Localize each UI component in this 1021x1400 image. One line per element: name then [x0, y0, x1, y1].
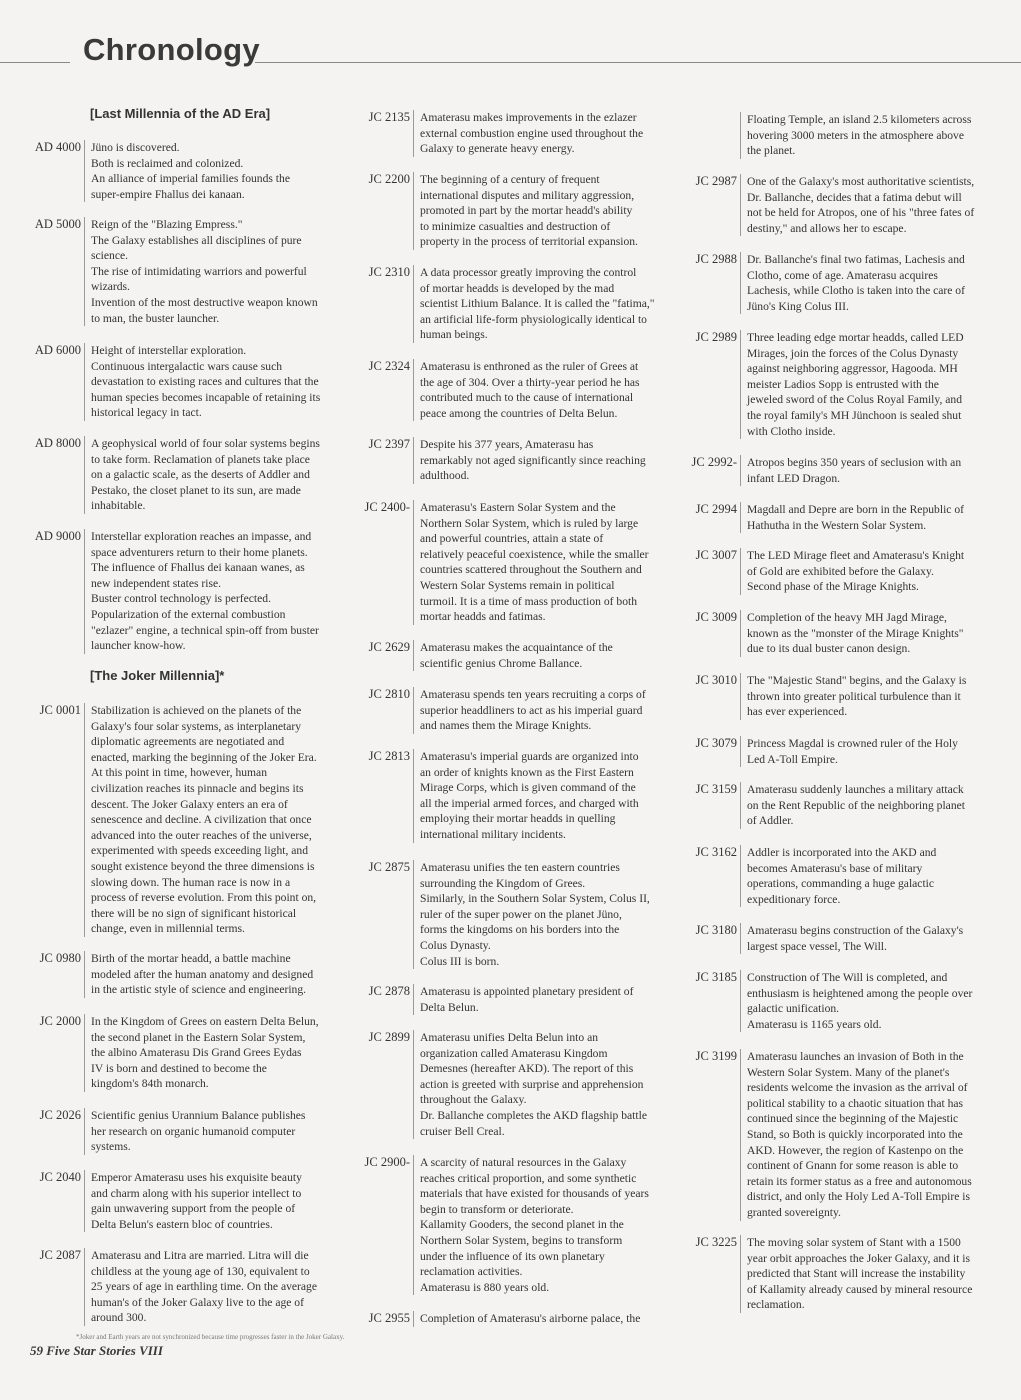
entry-line: Construction of The Will is completed, and — [747, 971, 948, 984]
entry-line: to take form. Reclamation of planets take place — [91, 452, 310, 466]
entry-line: meister Ladios Sopp is entrusted with the — [747, 377, 939, 391]
entry-line: kingdom's 84th monarch. — [91, 1077, 209, 1091]
entry-line: international disputes and military aggression, — [420, 188, 635, 202]
entry-line: AKD. However, the region of Kastenpo on the — [747, 1143, 964, 1157]
entry-description — [740, 1049, 1009, 1221]
entry-line: of Kallamity already caused by mineral resource — [747, 1282, 973, 1296]
entry-line: The rise of intimidating warriors and powerful — [91, 264, 307, 278]
entry-line: an order of knights known as the First Eastern — [420, 765, 634, 779]
entry-line: superior headdliners to act as his imperial guard — [420, 703, 643, 717]
entry-line: all the imperial armed forces, and charged with — [420, 796, 639, 810]
entry-line: action is greeted with surprise and apprehension — [420, 1077, 644, 1091]
entry-date: JC 2992- — [691, 455, 737, 469]
entry-date: JC 2813 — [368, 749, 410, 763]
entry-line: Amaterasu makes the acquaintance of the — [420, 641, 613, 654]
entry-line: remarkably not aged significantly since reaching — [420, 453, 646, 467]
entry-line: Invention of the most destructive weapon known — [91, 295, 318, 309]
entry-line: enacted, marking the beginning of the Joker Era. — [91, 750, 317, 764]
entry-date: JC 3185 — [695, 970, 737, 984]
entry-line: Western Solar System. Many of the planet's — [747, 1065, 950, 1079]
entry-date: JC 2397 — [368, 437, 410, 451]
entry-description — [740, 970, 1009, 1032]
entry-date: JC 2899 — [368, 1030, 410, 1044]
entry-line: there will be no sign of significant historical — [91, 906, 297, 920]
entry-line: and names them the Mirage Knights. — [420, 719, 592, 733]
entry-line: to minimize casualties and destruction of — [420, 219, 611, 233]
entry-line: turmoil. It is a time of mass production of both — [420, 594, 638, 608]
entry-line: Amaterasu launches an invasion of Both in the — [747, 1050, 964, 1063]
entry-description — [413, 984, 682, 1015]
entry-line: granted sovereignty. — [747, 1205, 841, 1219]
entry-line: of Gold are exhibited before the Galaxy. — [747, 564, 934, 578]
entry-line: Amaterasu is 1165 years old. — [747, 1017, 882, 1031]
entry-description — [413, 1155, 682, 1295]
entry-line: Second phase of the Mirage Knights. — [747, 580, 919, 594]
entry-line: change, even in millennial terms. — [91, 922, 245, 936]
entry-line: predicted that Stant will increase the instability — [747, 1267, 966, 1281]
entry-line: 25 years of age in earthling time. On the average — [91, 1280, 317, 1294]
entry-line: Amaterasu unifies the ten eastern countries — [420, 861, 620, 874]
entry-line: space adventurers return to their home planets. — [91, 545, 308, 559]
entry-line: forms the kingdoms on his borders into the — [420, 923, 620, 937]
entry-line: diplomatic agreements are negotiated and — [91, 735, 285, 749]
entry-line: her research on organic humanoid computer — [91, 1124, 296, 1138]
entry-line: Northern Solar System, which is ruled by large — [420, 516, 639, 530]
entry-line: Amaterasu is appointed planetary president of — [420, 985, 634, 998]
entry-line: hovering 3000 meters in the atmosphere above — [747, 128, 964, 142]
section-heading-ad-era: [Last Millennia of the AD Era] — [90, 106, 271, 121]
entry-line: Kallamity Gooders, the second planet in the — [420, 1218, 624, 1232]
entry-description — [413, 640, 682, 671]
entry-date: JC 3199 — [695, 1049, 737, 1063]
entry-date: AD 9000 — [34, 529, 81, 543]
entry-line: scientist Lithium Balance. It is called the "fatima," — [420, 297, 655, 311]
entry-line: mortar headds and fatimas. — [420, 610, 546, 624]
entry-date: JC 2878 — [368, 984, 410, 998]
entry-description — [740, 782, 1009, 829]
entry-line: Amaterasu is enthroned as the ruler of Grees at — [420, 360, 639, 373]
entry-line: advanced into the outer reaches of the universe, — [91, 828, 312, 842]
entry-line: Delta Belun's eastern bloc of countries. — [91, 1217, 273, 1231]
entry-line: Popularization of the external combustion — [91, 607, 286, 621]
entry-line: retain its former status as a free and autonomous — [747, 1174, 972, 1188]
entry-date: JC 3010 — [695, 673, 737, 687]
entry-line: and charm along with his superior intellect to — [91, 1186, 302, 1200]
entry-line: sought existence beyond the three dimensions is — [91, 859, 315, 873]
entry-description — [740, 845, 1009, 907]
entry-line: Similarly, in the Southern Solar System, Colus II, — [420, 892, 650, 906]
entry-description — [413, 687, 682, 734]
entry-line: Amaterasu is 880 years old. — [420, 1280, 550, 1294]
entry-date: JC 3007 — [695, 548, 737, 562]
entry-line: Led A-Toll Empire. — [747, 752, 838, 766]
entry-line: "ezlazer" engine, a technical spin-off from buster — [91, 623, 319, 637]
entry-date: JC 2200 — [368, 172, 410, 186]
entry-line: Dr. Ballanche, decides that a fatima debut will — [747, 190, 962, 204]
entry-line: largest space vessel, The Will. — [747, 939, 887, 953]
entry-date: JC 2989 — [695, 330, 737, 344]
entry-line: relatively peaceful coexistence, while the smaller — [420, 547, 649, 561]
entry-line: around 300. — [91, 1311, 147, 1325]
entry-description — [84, 1108, 359, 1155]
entry-line: A scarcity of natural resources in the Galaxy — [420, 1156, 627, 1169]
entry-line: historical legacy in tact. — [91, 406, 202, 420]
entry-description — [413, 110, 682, 157]
entry-line: Amaterasu makes improvements in the ezlazer — [420, 111, 637, 124]
entry-line: wizards. — [91, 280, 130, 294]
entry-line: Scientific genius Urannium Balance publishes — [91, 1109, 306, 1122]
entry-line: scientific genius Chrome Ballance. — [420, 656, 583, 670]
entry-line: The Galaxy establishes all disciplines of pure — [91, 233, 302, 247]
entry-line: process of reverse evolution. From this point on, — [91, 891, 317, 905]
entry-line: descent. The Joker Galaxy enters an era of — [91, 797, 288, 811]
entry-line: The influence of Fhallus dei kanaan wanes, as — [91, 561, 305, 575]
entry-line: Amaterasu's Eastern Solar System and the — [420, 501, 616, 514]
entry-line: Addler is incorporated into the AKD and — [747, 846, 937, 859]
entry-description — [84, 343, 359, 421]
entry-description — [413, 359, 682, 421]
entry-line: new independent states rise. — [91, 576, 222, 590]
entry-description — [740, 548, 1009, 595]
entry-line: promoted in part by the mortar headd's ability — [420, 204, 633, 218]
entry-line: Western Solar Systems remain in political — [420, 578, 615, 592]
entry-date: JC 3009 — [695, 610, 737, 624]
entry-line: super-empire Fhallus dei kanaan. — [91, 187, 245, 201]
entry-line: Despite his 377 years, Amaterasu has — [420, 438, 594, 451]
entry-line: expeditionary force. — [747, 892, 841, 906]
entry-line: organization called Amaterasu Kingdom — [420, 1046, 608, 1060]
entry-line: Galaxy's four solar systems, as interplanetary — [91, 719, 302, 733]
entry-line: Mirages, join the forces of the Colus Dynasty — [747, 346, 959, 360]
section-heading-joker-millennia: [The Joker Millennia]* — [90, 668, 225, 683]
entry-line: Amaterasu and Litra are married. Litra will die — [91, 1249, 309, 1262]
entry-date: JC 2135 — [368, 110, 410, 124]
entry-date: JC 2400- — [364, 500, 410, 514]
entry-line: Emperor Amaterasu uses his exquisite beauty — [91, 1171, 302, 1184]
entry-line: Completion of the heavy MH Jagd Mirage, — [747, 611, 947, 624]
entry-line: Buster control technology is perfected. — [91, 592, 271, 606]
entry-line: employing their mortar headds in quelling — [420, 812, 616, 826]
entry-date: AD 5000 — [34, 217, 81, 231]
entry-line: peace among the countries of Delta Belun. — [420, 406, 618, 420]
entry-line: The "Majestic Stand" begins, and the Galaxy is — [747, 674, 967, 687]
entry-line: the albino Amaterasu Dis Grand Grees Eydas — [91, 1046, 302, 1060]
entry-description — [413, 1311, 682, 1327]
entry-description — [740, 174, 1009, 236]
entry-date: JC 3162 — [695, 845, 737, 859]
entry-line: A geophysical world of four solar systems begins — [91, 437, 320, 450]
entry-line: Continuous intergalactic wars cause such — [91, 359, 283, 373]
entry-date: JC 2955 — [368, 1311, 410, 1325]
entry-line: known as the "monster of the Mirage Knights" — [747, 626, 964, 640]
entry-line: begin to transform or deteriorate. — [420, 1202, 574, 1216]
entry-line: on a galactic scale, as the deserts of Addler and — [91, 468, 310, 482]
entry-line: the age of 304. Over a thirty-year period he has — [420, 375, 640, 389]
entry-line: Galaxy to generate heavy energy. — [420, 142, 575, 156]
entry-line: of mortar headds is developed by the mad — [420, 281, 615, 295]
entry-line: experimented with speeds exceeding light, and — [91, 844, 308, 858]
entry-line: to man, the buster launcher. — [91, 311, 220, 325]
entry-line: science. — [91, 249, 129, 263]
entry-line: against neighboring aggressor, Hagooda. MH — [747, 362, 958, 376]
entry-line: Floating Temple, an island 2.5 kilometers across — [747, 113, 972, 126]
entry-line: Both is reclaimed and colonized. — [91, 156, 244, 170]
entry-line: the planet. — [747, 144, 796, 158]
entry-line: Stabilization is achieved on the planets of the — [91, 704, 302, 717]
entry-line: Completion of Amaterasu's airborne palace, the — [420, 1312, 641, 1325]
entry-line: political stability to a chaotic situation that has — [747, 1096, 964, 1110]
entry-date: JC 0980 — [39, 951, 81, 965]
entry-line: contributed much to the cause of international — [420, 391, 634, 405]
footnote: *Joker and Earth years are not synchronized because time progresses faster in the Joker Galaxy. — [76, 1333, 345, 1341]
entry-line: systems. — [91, 1140, 131, 1154]
entry-line: Colus III is born. — [420, 954, 500, 968]
entry-date: JC 2900- — [364, 1155, 410, 1169]
entry-date: JC 3180 — [695, 923, 737, 937]
entry-description — [413, 1030, 682, 1139]
entry-line: reclamation activities. — [420, 1265, 523, 1279]
entry-date: JC 2324 — [368, 359, 410, 373]
entry-line: on the Rent Republic of the neighboring planet — [747, 798, 965, 812]
entry-line: and powerful countries, attain a state of — [420, 532, 604, 546]
entry-date: JC 2810 — [368, 687, 410, 701]
entry-date: JC 2987 — [695, 174, 737, 188]
entry-line: in the artistic style of science and engineering. — [91, 983, 307, 997]
entry-line: Amaterasu suddenly launches a military attack — [747, 783, 964, 796]
entry-date: JC 2087 — [39, 1248, 81, 1262]
entry-line: an artificial life-form physiologically identical to — [420, 312, 647, 326]
entry-line: thrown into greater political turbulence than it — [747, 689, 961, 703]
entry-line: human beings. — [420, 328, 488, 342]
entry-line: In the Kingdom of Grees on eastern Delta Belun, — [91, 1015, 319, 1028]
entry-description — [84, 1170, 359, 1232]
entry-line: continent of Gnann for some reason is able to — [747, 1159, 959, 1173]
entry-date: JC 2310 — [368, 265, 410, 279]
entry-line: The moving solar system of Stant with a 1500 — [747, 1236, 961, 1249]
entry-line: A data processor greatly improving the control — [420, 266, 637, 279]
entry-line: launcher know-how. — [91, 639, 186, 653]
title-rule-right — [255, 62, 1021, 63]
entry-line: Amaterasu spends ten years recruiting a corps of — [420, 688, 646, 701]
entry-line: Demesnes (hereafter AKD). The report of this — [420, 1062, 634, 1076]
entry-date: AD 4000 — [34, 140, 81, 154]
entry-line: under the influence of its own planetary — [420, 1249, 605, 1263]
entry-line: Amaterasu unifies Delta Belun into an — [420, 1031, 599, 1044]
entry-line: the royal family's MH Jünchoon is sealed shut — [747, 408, 962, 422]
entry-date: JC 3225 — [695, 1235, 737, 1249]
entry-line: throughout the Galaxy. — [420, 1093, 527, 1107]
entry-date: JC 2629 — [368, 640, 410, 654]
entry-description — [740, 923, 1009, 954]
entry-line: The beginning of a century of frequent — [420, 173, 600, 186]
entry-line: Stand, so Both is quickly incorporated into the — [747, 1127, 963, 1141]
entry-date: JC 3079 — [695, 736, 737, 750]
entry-line: human species becomes incapable of retaining its — [91, 390, 321, 404]
entry-description — [740, 1235, 1009, 1313]
entry-line: with Clotho inside. — [747, 424, 836, 438]
entry-description — [740, 673, 1009, 720]
entry-date: JC 2026 — [39, 1108, 81, 1122]
entry-line: residents welcome the invasion as the arrival of — [747, 1081, 968, 1095]
entry-line: Colus Dynasty. — [420, 938, 491, 952]
entry-line: slowing down. The human race is now in a — [91, 875, 291, 889]
entry-description — [740, 610, 1009, 657]
title-rule-left — [0, 62, 70, 63]
entry-line: human's of the Joker Galaxy live to the age of — [91, 1295, 304, 1309]
entry-line: senescence and decline. A civilization that once — [91, 813, 312, 827]
entry-line: galactic unification. — [747, 1002, 840, 1016]
entry-line: Magdall and Depre are born in the Republic of — [747, 503, 964, 516]
entry-line: infant LED Dragon. — [747, 471, 841, 485]
entry-line: inhabitable. — [91, 499, 146, 513]
entry-line: enthusiasm is heightened among the people over — [747, 986, 973, 1000]
entry-line: At this point in time, however, human — [91, 766, 267, 780]
entry-line: Three leading edge mortar headds, called LED — [747, 331, 964, 344]
entry-line: Amaterasu's imperial guards are organized into — [420, 750, 639, 763]
entry-line: Amaterasu begins construction of the Galaxy's — [747, 924, 964, 937]
entry-line: Atropos begins 350 years of seclusion with an — [747, 456, 962, 469]
entry-line: Reign of the "Blazing Empress." — [91, 218, 243, 231]
entry-line: reaches critical proportion, and some synthetic — [420, 1171, 637, 1185]
entry-line: IV is born and destined to become the — [91, 1061, 267, 1075]
entry-date: JC 2875 — [368, 860, 410, 874]
entry-date: JC 2000 — [39, 1014, 81, 1028]
entry-line: operations, commanding a huge galactic — [747, 877, 935, 891]
entry-date: JC 2040 — [39, 1170, 81, 1184]
entry-line: Lachesis, while Clotho is taken into the care of — [747, 284, 965, 298]
entry-line: An alliance of imperial families founds the — [91, 172, 290, 186]
entry-line: Delta Belun. — [420, 1000, 479, 1014]
entry-line: materials that have existed for thousands of years — [420, 1187, 649, 1201]
entry-description — [740, 736, 1009, 767]
entry-line: international military incidents. — [420, 827, 566, 841]
entry-line: devastation to existing races and cultures that the — [91, 375, 319, 389]
entry-line: becomes Amaterasu's base of military — [747, 861, 923, 875]
entry-line: countries scattered throughout the Southern and — [420, 563, 642, 577]
entry-line: Dr. Ballanche completes the AKD flagship battle — [420, 1108, 647, 1122]
entry-line: Princess Magdal is crowned ruler of the Holy — [747, 737, 958, 750]
entry-line: due to its dual buster canon design. — [747, 642, 911, 656]
entry-line: Birth of the mortar headd, a battle machine — [91, 952, 291, 965]
entry-line: The LED Mirage fleet and Amaterasu's Knight — [747, 549, 965, 562]
entry-line: Northern Solar System, begins to transform — [420, 1233, 623, 1247]
entry-line: not be held for Atropos, one of his "three fates of — [747, 206, 975, 220]
entry-date: AD 6000 — [34, 343, 81, 357]
entry-line: the second planet in the Eastern Solar System, — [91, 1030, 306, 1044]
entry-description — [740, 112, 1009, 159]
entry-line: destiny," and allows her to escape. — [747, 221, 907, 235]
entry-line: external combustion engine used throughout the — [420, 126, 644, 140]
entry-line: childless at the young age of 130, equivalent to — [91, 1264, 310, 1278]
entry-date: JC 2988 — [695, 252, 737, 266]
entry-line: year orbit approaches the Joker Galaxy, and it is — [747, 1251, 970, 1265]
entry-line: civilization reaches its pinnacle and begins its — [91, 781, 304, 795]
entry-line: reclamation. — [747, 1298, 805, 1312]
entry-line: Interstellar exploration reaches an impasse, and — [91, 530, 312, 543]
entry-line: Mirage Corps, which is given command of the — [420, 781, 636, 795]
entry-description — [740, 330, 1009, 439]
entry-description — [413, 860, 682, 969]
entry-line: modeled after the human anatomy and designed — [91, 967, 314, 981]
entry-line: Pestako, the closet planet to its sun, are made — [91, 483, 301, 497]
entry-description — [740, 252, 1009, 314]
entry-line: gain unwavering support from the people of — [91, 1202, 296, 1216]
entry-date: AD 8000 — [34, 436, 81, 450]
entry-line: adulthood. — [420, 469, 470, 483]
page-title: Chronology — [83, 32, 260, 67]
entry-date: JC 3159 — [695, 782, 737, 796]
entry-line: Jüno is discovered. — [91, 141, 180, 154]
entry-line: cruiser Bell Creal. — [420, 1124, 505, 1138]
entry-date: JC 2994 — [695, 502, 737, 516]
entry-line: property in the process of territorial expansion. — [420, 235, 638, 249]
entry-line: surrounding the Kingdom of Grees. — [420, 876, 586, 890]
entry-line: Clotho, come of age. Amaterasu acquires — [747, 268, 938, 282]
entry-line: jeweled sword of the Colus Royal Family, and — [747, 393, 962, 407]
entry-description — [740, 455, 1009, 486]
entry-date: JC 0001 — [39, 703, 81, 717]
entry-line: Dr. Ballanche's final two fatimas, Lachesis and — [747, 253, 965, 266]
entry-description — [740, 502, 1009, 533]
entry-line: continued since the beginning of the Majestic — [747, 1112, 959, 1126]
entry-line: Hathutha in the Western Solar System. — [747, 518, 927, 532]
entry-line: Height of interstellar exploration. — [91, 344, 247, 357]
entry-line: Jüno's King Colus III. — [747, 299, 849, 313]
entry-line: ruler of the super power on the planet Jüno, — [420, 907, 622, 921]
entry-line: has ever experienced. — [747, 705, 848, 719]
page-footer: 59 Five Star Stories VIII — [30, 1343, 163, 1358]
entry-line: district, and only the Holy Led A-Toll Empire is — [747, 1190, 970, 1204]
entry-line: One of the Galaxy's most authoritative scientists, — [747, 175, 975, 188]
entry-line: of Addler. — [747, 814, 794, 828]
